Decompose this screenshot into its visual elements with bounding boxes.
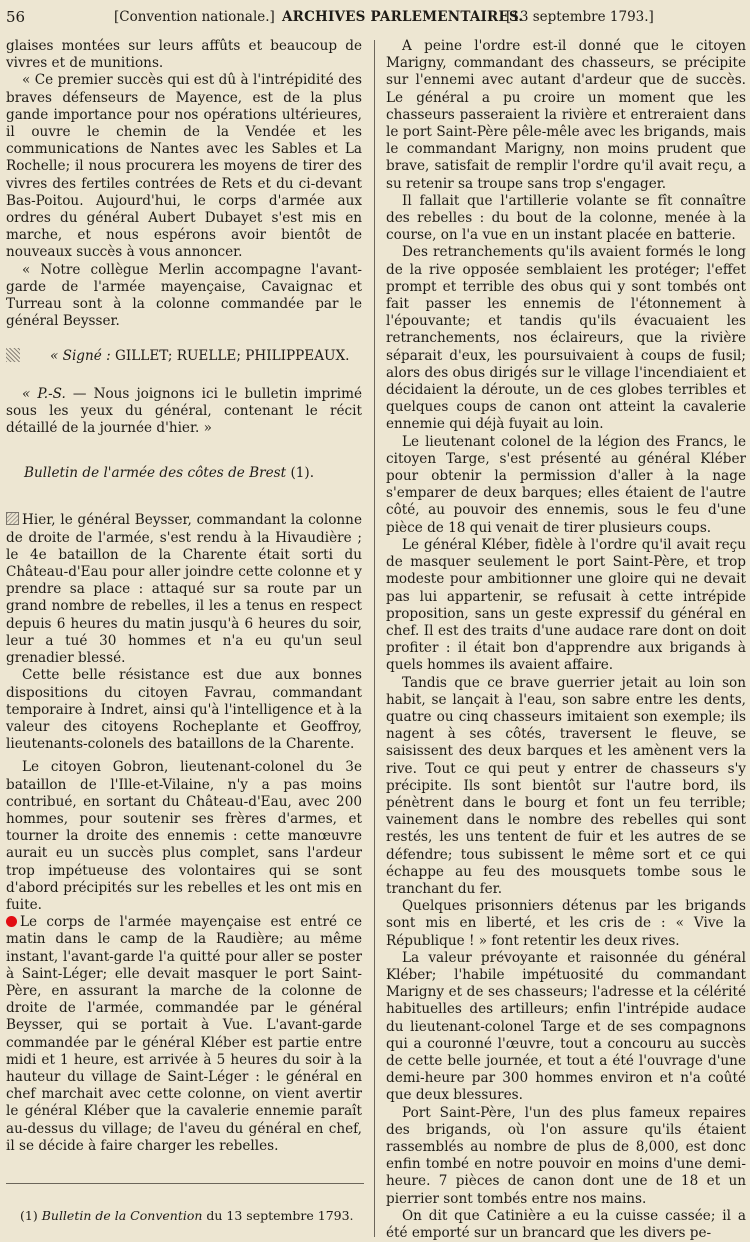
footnote-rule <box>6 1183 364 1184</box>
paragraph: A peine l'ordre est-il donné que le citoyen Marigny, commandant des chasseurs, se précipite sur l'ennemi avec autant d'ardeur que de succès. Le général a pu croire un moment que les chasseurs passeraient la rivière et entreraient dans le port Saint-Père pêle-mêle avec les brigands, mais le commandant Marigny, non moins prudent que brave, satisfait de remplir l'ordre qu'il avait reçu, a su retenir sa troupe sans trop s'engager. <box>386 38 746 192</box>
paragraph: Il fallait que l'artillerie volante se fît connaître des rebelles : du bout de la colonne, menée à la course, on l'a vue en un instant placée en batterie. <box>386 192 746 244</box>
stamp-mark-icon <box>6 348 20 362</box>
paragraph: Le général Kléber, fidèle à l'ordre qu'il avait reçu de masquer seulement le port Saint-Père, et trop modeste pour ambitionner une gloire qui ne devait pas lui appartenir, se refusait à cette intrépide proposition, sans un geste expressif du général en chef. Il est des traits d'une audace rare dont on doit profiter : il était bon d'apprendre aux brigands à quels hommes ils avaient affaire. <box>386 536 746 674</box>
bulletin-title: Bulletin de l'armée des côtes de Brest <box>24 465 287 482</box>
paragraph: Des retranchements qu'ils avaient formés le long de la rive opposée semblaient les protéger; l'effet prompt et terrible des obus qui y sont tombés ont fait passer les ennemis de l'étonnement à l'épouvante; et tandis qu'ils évacuaient les retranchements, nos éclaireurs, que la rivière séparait d'eux, les poursuivaient à coups de fusil; alors des obus dirigés sur le village l'incendiaient et décidaient la déroute, un de ces globes terribles et quelques coups de canon ont atteint la cavalerie ennemie qui déjà fuyait au loin. <box>386 244 746 433</box>
paragraph: Port Saint-Père, l'un des plus fameux repaires des brigands, où l'on assure qu'ils étaient rassemblés au nombre de plus de 8,000, est donc enfin tombé en notre pouvoir en moins d'une demi-heure. 7 pièces de canon dont une de 18 et un pierrier sont tombés entre nos mains. <box>386 1104 746 1207</box>
header-section: [Convention nationale.] <box>114 9 275 25</box>
bulletin-heading <box>6 465 362 482</box>
footnote-ref: (1). <box>290 465 315 482</box>
signatories: GILLET; RUELLE; PHILIPPEAUX. <box>115 348 350 365</box>
ps-text: — Nous joignons ici le bulletin imprimé sous les yeux du général, contenant le récit détaillé de la journée d'hier. » <box>6 385 363 437</box>
footnote-number: (1) <box>20 1208 38 1223</box>
footnote <box>20 1208 370 1224</box>
page-number: 56 <box>6 8 26 26</box>
left-column <box>6 38 362 1155</box>
paragraph: On dit que Catinière a eu la cuisse cassée; il a été emporté sur un brancard que les divers pe- <box>386 1207 746 1242</box>
signature-line <box>6 348 362 365</box>
paragraph: Hier, le général Beysser, commandant la colonne de droite de l'armée, s'est rendu à la Hivaudière ; le 4e bataillon de la Charente était sorti du Château-d'Eau pour aller joindre cette colonne et y prendre sa place : attaqué sur sa route par un grand nombre de rebelles, il les a tenus en respect depuis 6 heures du matin jusqu'à 6 heures du soir, leur a tué 30 hommes et n'a eu qu'un seul grenadier blessé. <box>6 512 362 667</box>
annotation-dot-icon <box>6 916 17 927</box>
paragraph: La valeur prévoyante et raisonnée du général Kléber; l'habile impétuosité du commandant Marigny et de ses chasseurs; l'adresse et la célérité habituelles des artilleurs; enfin l'intrépide audace du lieutenant-colonel Targe et de ses compagnons qui a couronné l'œuvre, tout a concouru au succès de cette belle journée, et tout a été l'ouvrage d'une demi-heure par 300 hommes environ et n'a coûté que deux blessures. <box>386 949 746 1104</box>
paragraph: « Ce premier succès qui est dû à l'intrépidité des braves défenseurs de Mayence, est de la plus gande importance pour nos opérations ultérieures, il ouvre le chemin de la Vendée et les communications de Nantes avec les Sables et La Rochelle; il nous procurera les moyens de tirer des vivres des fertiles contrées de Rets et du ci-devant Bas-Poitou. Aujourd'hui, le corps d'armée aux ordres du général Aubert Dubayet s'est mis en marche, et nous espérons avoir bientôt de nouveaux succès à vous annoncer. <box>6 72 362 261</box>
paragraph: Le citoyen Gobron, lieutenant-colonel du 3e bataillon de l'Ille-et-Vilaine, n'y a pas moins contribué, en sortant du Château-d'Eau, avec 200 hommes, pour soutenir ses frères d'armes, et tourner la droite des ennemis : cette manœuvre aurait eu un succès plus complet, sans l'ardeur trop impétueuse des volontaires qui se sont d'abord précipités sur les rebelles et les ont mis en fuite. <box>6 759 362 913</box>
header-date: [13 septembre 1793.] <box>506 9 654 25</box>
column-divider <box>374 40 375 1237</box>
paragraph: Quelques prisonniers détenus par les brigands sont mis en liberté, et les cris de : « Vive la République ! » font retentir les deux rives. <box>386 898 746 949</box>
right-column <box>386 38 746 1242</box>
paragraph: Cette belle résistance est due aux bonnes dispositions du citoyen Favrau, commandant temporaire à Indret, ainsi qu'à l'intelligence et à la valeur des citoyens Rocheplante et Geoffroy, lieutenants-colonels des bataillons de la Charente. <box>6 667 362 753</box>
paragraph: glaises montées sur leurs affûts et beaucoup de vivres et de munitions. <box>6 38 362 72</box>
footnote-text: du 13 septembre 1793. <box>202 1208 354 1223</box>
signed-label: « Signé : <box>50 348 111 365</box>
header-title: ARCHIVES PARLEMENTAIRES. <box>282 9 524 25</box>
footnote-title: Bulletin de la Convention <box>41 1208 203 1223</box>
paragraph: Le corps de l'armée mayençaise est entré ce matin dans le camp de la Raudière; au même instant, l'avant-garde l'a quitté pour aller se poster à Saint-Léger; elle devait masquer le port Saint-Père, en assurant la marche de la colonne de droite de l'armée, commandée par le général Beysser, qui se portait à Vue. L'avant-garde commandée par le général Kléber est partie entre midi et 1 heure, est arrivée à 5 heures du soir à la hauteur du village de Saint-Léger : le général en chef marchait avec cette colonne, on vient avertir le général Kléber que la cavalerie ennemie paraît au-dessus du village; de l'aveu du général en chef, il se décide à faire charger les rebelles. <box>6 914 362 1154</box>
running-header <box>6 4 746 30</box>
paragraph: Tandis que ce brave guerrier jetait au loin son habit, se lançait à l'eau, son sabre entre les dents, quatre ou cinq chasseurs imitaient son exemple; ils nagent à ses côtés, traversent le fleuve, se saisissent des deux barques et les amènent vers la rive. Tout ce qui peut y entrer de chasseurs s'y précipite. Ils sont bientôt sur l'autre bord, ils pénètrent dans le bourg et font un feu terrible; vainement dans le nombre des rebelles qui sont restés, les uns tentent de fuir et les autres de se défendre; tous subissent le même sort et ce qui échappe au feu des mousquets tombe sous le tranchant du fer. <box>386 674 746 897</box>
ps-label: « P.-S. <box>22 385 66 402</box>
paragraph: « Notre collègue Merlin accompagne l'avant-garde de l'armée mayençaise, Cavaignac et Turreau sont à la colonne commandée par le général Beysser. <box>6 261 362 330</box>
paragraph-mark-icon <box>6 512 19 525</box>
paragraph: Le lieutenant colonel de la légion des Francs, le citoyen Targe, s'est présenté au général Kléber pour obtenir la permission d'aller à la nage s'emparer de deux barques; elles étaient de l'autre côté, au pouvoir des ennemis, sous le feu d'une pièce de 18 qui venait de tirer plusieurs coups. <box>386 433 746 536</box>
postscript <box>6 386 362 438</box>
